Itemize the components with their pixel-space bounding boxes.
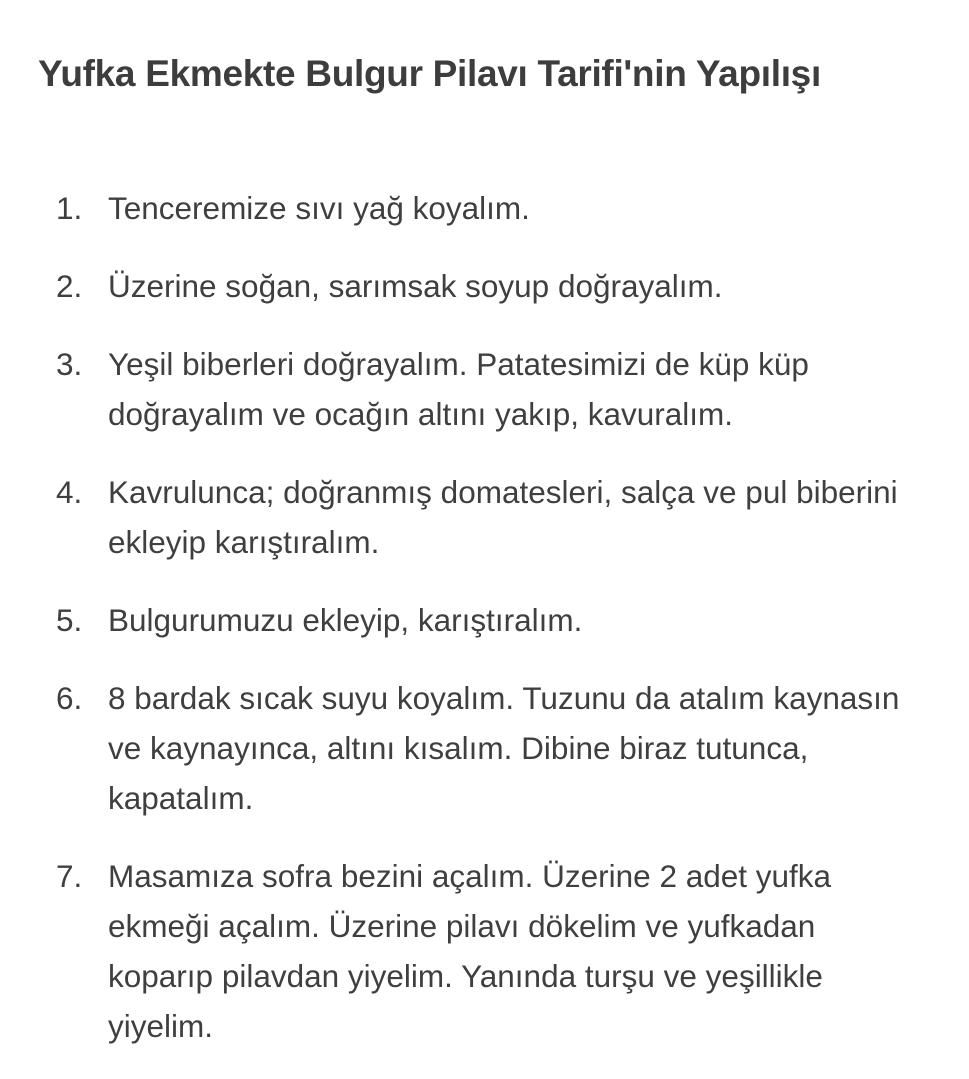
step-text: Bulgurumuzu ekleyip, karıştıralım. [108,602,583,638]
recipe-step [0,183,969,233]
step-text: Üzerine soğan, sarımsak soyup doğrayalım. [108,268,723,304]
page-title: Yufka Ekmekte Bulgur Pilavı Tarifi'nin Yapılışı [38,53,821,94]
recipe-step [0,673,969,823]
step-text: Masamıza sofra bezini açalım. Üzerine 2 adet yufka ekmeği açalım. Üzerine pilavı dökelim ve yufkadan koparıp pilavdan yiyelim. Yanında turşu ve yeşillikle yiyelim. [108,858,832,1044]
step-text: Kavrulunca; doğranmış domatesleri, salça ve pul biberini ekleyip karıştıralım. [108,474,898,560]
step-number: 2. [56,268,83,304]
recipe-step [0,339,969,439]
step-number: 3. [56,346,83,382]
recipe-step [0,467,969,567]
step-number: 4. [56,474,83,510]
step-text: 8 bardak sıcak suyu koyalım. Tuzunu da atalım kaynasın ve kaynayınca, altını kısalım. Dibine biraz tutunca, kapatalım. [108,680,900,816]
step-number: 1. [56,190,83,226]
step-number: 5. [56,602,83,638]
step-number: 7. [56,858,83,894]
step-text: Yeşil biberleri doğrayalım. Patatesimizi de küp küp doğrayalım ve ocağın altını yakıp, kavuralım. [108,346,809,432]
step-text: Tenceremize sıvı yağ koyalım. [108,190,530,226]
recipe-step [0,261,969,311]
recipe-step [0,595,969,645]
recipe-step [0,851,969,1051]
recipe-steps-list [0,183,969,1079]
step-number: 6. [56,680,83,716]
